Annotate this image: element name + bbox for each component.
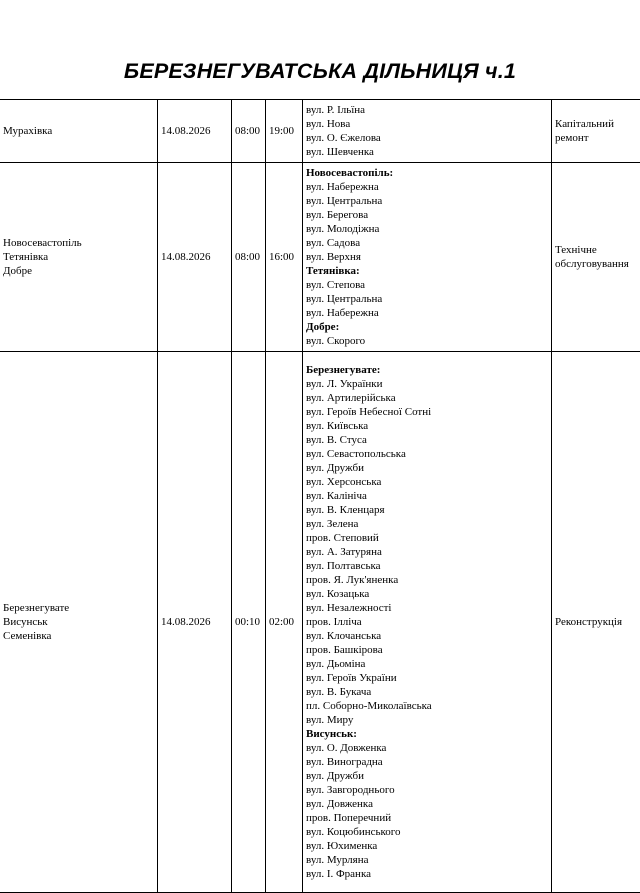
street-name: пров. Поперечний <box>306 811 548 825</box>
reason-text: Реконструкція <box>555 615 640 629</box>
street-name: вул. А. Затуряна <box>306 545 548 559</box>
street-name: вул. Центральна <box>306 194 548 208</box>
street-name: вул. Центральна <box>306 292 548 306</box>
village-name: Мурахівка <box>3 124 154 138</box>
street-name: вул. Степова <box>306 278 548 292</box>
villages-cell <box>0 163 158 352</box>
street-name: вул. Героїв України <box>306 671 548 685</box>
table-row <box>0 163 640 352</box>
street-name: вул. Козацька <box>306 587 548 601</box>
street-name: вул. Клочанська <box>306 629 548 643</box>
end-time-cell: 19:00 <box>266 100 303 163</box>
street-name: вул. Севастопольська <box>306 447 548 461</box>
settlement-heading: Новосевастопіль: <box>306 166 548 180</box>
street-name: вул. Мурляна <box>306 853 548 867</box>
village-name: Семенівка <box>3 629 154 643</box>
street-name: пров. Ілліча <box>306 615 548 629</box>
reason-text: обслуговування <box>555 257 640 271</box>
street-name: вул. Незалежності <box>306 601 548 615</box>
start-time-cell: 00:10 <box>232 352 266 893</box>
street-name: вул. Верхня <box>306 250 548 264</box>
street-name: пров. Степовий <box>306 531 548 545</box>
villages-cell <box>0 100 158 163</box>
streets-cell <box>303 163 552 352</box>
street-name: вул. І. Франка <box>306 867 548 881</box>
village-name: Добре <box>3 264 154 278</box>
street-name: вул. Юхименка <box>306 839 548 853</box>
street-name: вул. Л. Українки <box>306 377 548 391</box>
end-time-cell: 16:00 <box>266 163 303 352</box>
street-name: вул. Набережна <box>306 180 548 194</box>
settlement-heading: Висунськ: <box>306 727 548 741</box>
schedule-table <box>0 99 640 893</box>
settlement-heading: Тетянівка: <box>306 264 548 278</box>
street-name: пров. Я. Лук'яненка <box>306 573 548 587</box>
reason-text: Капітальний <box>555 117 640 131</box>
street-name: вул. Р. Ільїна <box>306 103 548 117</box>
street-name: вул. О. Єжелова <box>306 131 548 145</box>
village-name: Тетянівка <box>3 250 154 264</box>
start-time-cell: 08:00 <box>232 163 266 352</box>
reason-text: ремонт <box>555 131 640 145</box>
street-name: вул. Полтавська <box>306 559 548 573</box>
reason-cell <box>552 163 640 352</box>
street-name: вул. Шевченка <box>306 145 548 159</box>
reason-cell <box>552 100 640 163</box>
date-cell: 14.08.2026 <box>158 163 232 352</box>
street-name: вул. О. Довженка <box>306 741 548 755</box>
settlement-heading: Березнегувате: <box>306 363 548 377</box>
street-name: вул. Зелена <box>306 517 548 531</box>
reason-cell <box>552 352 640 893</box>
street-name: вул. Миру <box>306 713 548 727</box>
streets-cell <box>303 100 552 163</box>
street-name: вул. В. Кленцаря <box>306 503 548 517</box>
street-name: вул. Дружби <box>306 769 548 783</box>
street-name: пров. Башкірова <box>306 643 548 657</box>
street-name: вул. Дружби <box>306 461 548 475</box>
street-name: вул. Коцюбинського <box>306 825 548 839</box>
village-name: Висунськ <box>3 615 154 629</box>
table-row <box>0 100 640 163</box>
villages-cell <box>0 352 158 893</box>
street-name: вул. Молодіжна <box>306 222 548 236</box>
street-name: вул. Скорого <box>306 334 548 348</box>
table-row <box>0 352 640 893</box>
street-name: вул. Артилерійська <box>306 391 548 405</box>
street-name: вул. В. Букача <box>306 685 548 699</box>
village-name: Березнегувате <box>3 601 154 615</box>
street-name: вул. Героїв Небесної Сотні <box>306 405 548 419</box>
street-name: вул. Садова <box>306 236 548 250</box>
street-name: вул. Херсонська <box>306 475 548 489</box>
street-name: вул. Довженка <box>306 797 548 811</box>
page-title: БЕРЕЗНЕГУВАТСЬКА ДІЛЬНИЦЯ ч.1 <box>0 56 640 86</box>
street-name: вул. Набережна <box>306 306 548 320</box>
reason-text: Технічне <box>555 243 640 257</box>
street-name: вул. Калініча <box>306 489 548 503</box>
street-name: вул. Завгороднього <box>306 783 548 797</box>
streets-cell <box>303 352 552 893</box>
date-cell: 14.08.2026 <box>158 352 232 893</box>
village-name: Новосевастопіль <box>3 236 154 250</box>
date-cell: 14.08.2026 <box>158 100 232 163</box>
settlement-heading: Добре: <box>306 320 548 334</box>
street-name: вул. Нова <box>306 117 548 131</box>
start-time-cell: 08:00 <box>232 100 266 163</box>
street-name: вул. Берегова <box>306 208 548 222</box>
street-name: вул. В. Стуса <box>306 433 548 447</box>
street-name: пл. Соборно-Миколаївська <box>306 699 548 713</box>
street-name: вул. Київська <box>306 419 548 433</box>
street-name: вул. Дьоміна <box>306 657 548 671</box>
street-name: вул. Виноградна <box>306 755 548 769</box>
end-time-cell: 02:00 <box>266 352 303 893</box>
